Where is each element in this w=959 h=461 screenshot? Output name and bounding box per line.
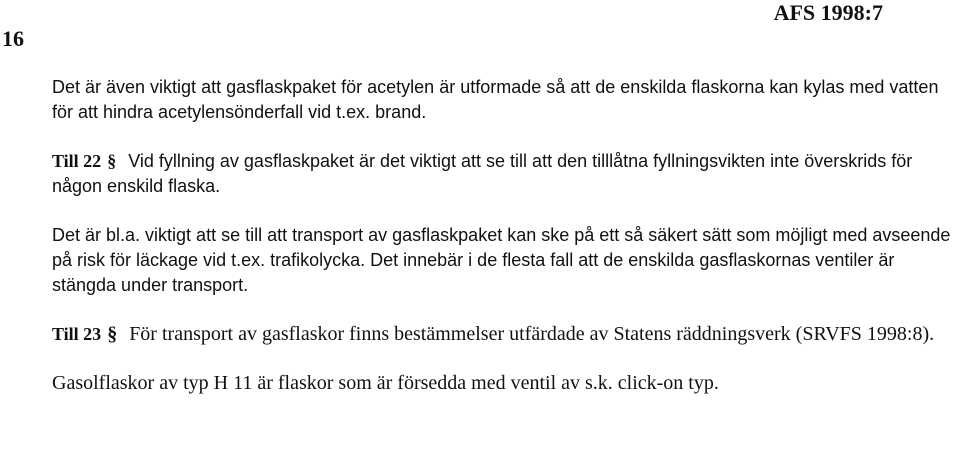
document-reference: AFS 1998:7 <box>773 0 883 25</box>
section-reference-23: Till 23 <box>52 324 102 344</box>
page-number: 16 <box>2 26 24 51</box>
section-mark-23: § <box>107 323 118 345</box>
paragraph-section-23 <box>52 322 952 347</box>
document-body <box>52 75 952 420</box>
section-22-text: Vid fyllning av gasflaskpaket är det viktigt att se till att den tilllåtna fyllningsvikten inte överskrids för någon enskild flaska. <box>52 151 913 196</box>
paragraph-section-22 <box>52 149 952 199</box>
section-mark-22: § <box>107 151 117 171</box>
paragraph-gas-bottles: Gasolflaskor av typ H 11 är flaskor som är försedda med ventil av s.k. click-on typ. <box>52 372 719 394</box>
paragraph-acetylene-cooling: Det är även viktigt att gasflaskpaket för acetylen är utformade så att de enskilda flaskorna kan kylas med vatten för att hindra acetylensönderfall vid t.ex. brand. <box>52 77 939 122</box>
paragraph-transport-safety: Det är bl.a. viktigt att se till att transport av gasflaskpaket kan ske på ett så säkert sätt som möjligt med avseende på risk för läckage vid t.ex. trafikolycka. Det innebär i de flesta fall att de enskilda gasflaskornas ventiler är stängda under transport. <box>52 225 951 295</box>
section-reference-22: Till 22 <box>52 151 102 171</box>
section-23-text: För transport av gasflaskor finns bestämmelser utfärdade av Statens räddningsverk (SRVFS 1998:8). <box>129 323 935 345</box>
